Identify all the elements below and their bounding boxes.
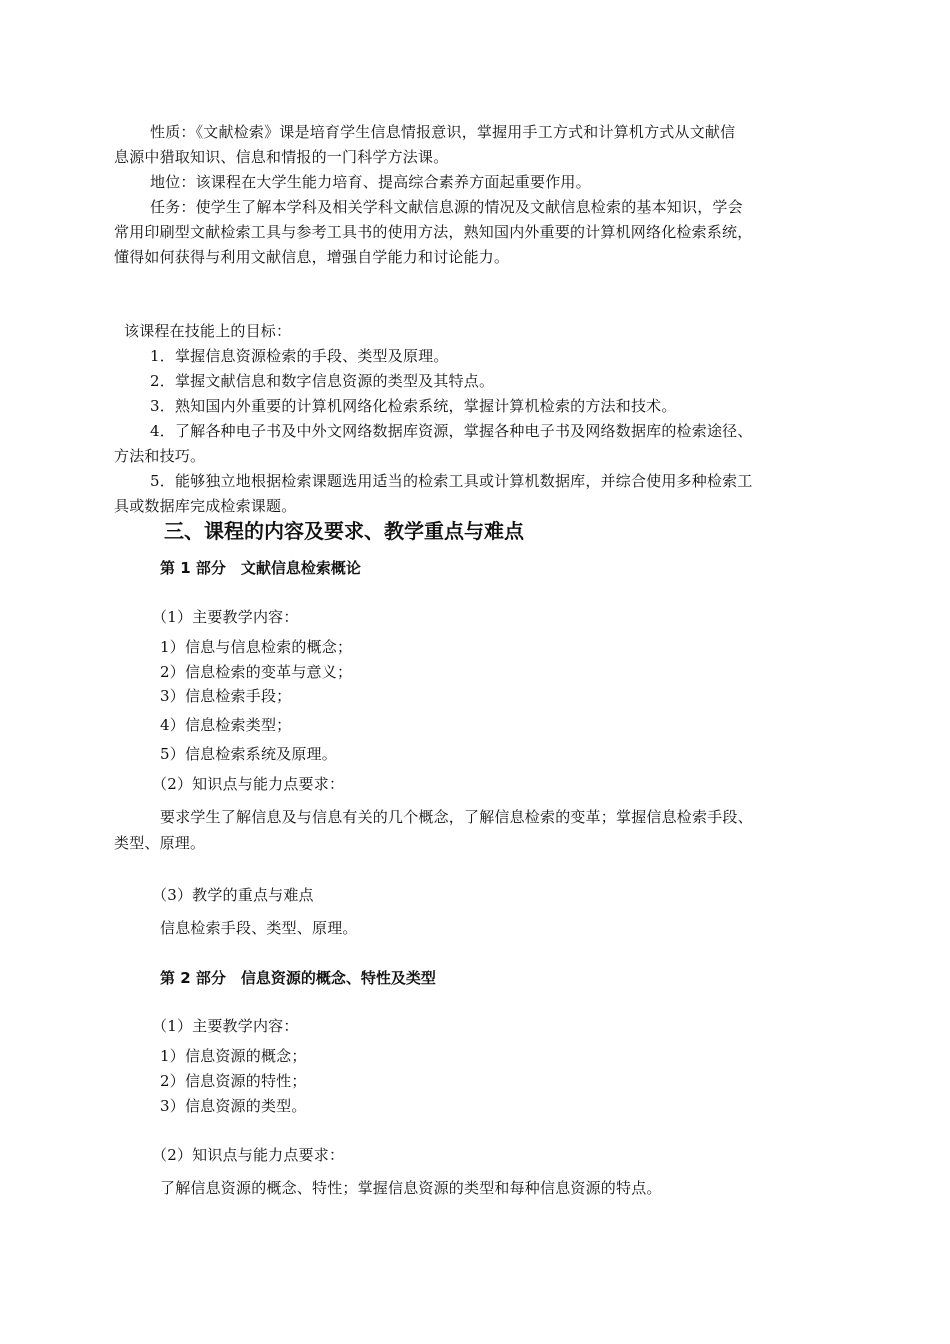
part1-content-label: （1）主要教学内容： (152, 608, 299, 626)
skills-title: 该课程在技能上的目标： (124, 322, 292, 340)
part1-req-line-2: 类型、原理。 (114, 834, 206, 852)
skills-item-5-line-1: 5．能够独立地根据检索课题选用适当的检索工具或计算机数据库，并综合使用多种检索工 (150, 472, 753, 490)
section-heading: 三、课程的内容及要求、教学重点与难点 (164, 519, 524, 543)
part1-content-item-4: 4）信息检索类型； (160, 716, 292, 734)
nature-line-1: 性质：《文献检索》课是培育学生信息情报意识，掌握用手工方式和计算机方式从文献信 (150, 123, 736, 141)
part2-title: 第 2 部分 信息资源的概念、特性及类型 (160, 969, 436, 987)
task-line-3: 懂得如何获得与利用文献信息，增强自学能力和讨论能力。 (114, 248, 510, 266)
task-line-2: 常用印刷型文献检索工具与参考工具书的使用方法，熟知国内外重要的计算机网络化检索系统， (114, 223, 753, 241)
part1-content-item-5: 5）信息检索系统及原理。 (160, 745, 337, 763)
position-line: 地位：该课程在大学生能力培育、提高综合素养方面起重要作用。 (150, 173, 591, 191)
part2-req-label: （2）知识点与能力点要求： (152, 1146, 345, 1164)
part1-content-item-1: 1）信息与信息检索的概念； (160, 638, 353, 656)
skills-item-3: 3．熟知国内外重要的计算机网络化检索系统，掌握计算机检索的方法和技术。 (150, 397, 677, 415)
skills-item-1: 1．掌握信息资源检索的手段、类型及原理。 (150, 347, 449, 365)
part2-content-item-2: 2）信息资源的特性； (160, 1072, 307, 1090)
skills-item-2: 2．掌握文献信息和数字信息资源的类型及其特点。 (150, 372, 495, 390)
part2-content-item-1: 1）信息资源的概念； (160, 1047, 307, 1065)
skills-item-5-line-2: 具或数据库完成检索课题。 (114, 497, 297, 515)
part2-content-label: （1）主要教学内容： (152, 1017, 299, 1035)
task-line-1: 任务：使学生了解本学科及相关学科文献信息源的情况及文献信息检索的基本知识，学会 (150, 198, 743, 216)
part2-req-text: 了解信息资源的概念、特性；掌握信息资源的类型和每种信息资源的特点。 (160, 1179, 662, 1197)
part1-req-line-1: 要求学生了解信息及与信息有关的几个概念，了解信息检索的变革；掌握信息检索手段、 (160, 808, 753, 826)
part2-content-item-3: 3）信息资源的类型。 (160, 1097, 307, 1115)
part1-key-text: 信息检索手段、类型、原理。 (160, 919, 358, 937)
part1-key-label: （3）教学的重点与难点 (152, 886, 314, 904)
part1-title: 第 1 部分 文献信息检索概论 (160, 559, 361, 577)
skills-item-4-line-2: 方法和技巧。 (114, 447, 206, 465)
part1-content-item-2: 2）信息检索的变革与意义； (160, 663, 353, 681)
skills-item-4-line-1: 4．了解各种电子书及中外文网络数据库资源，掌握各种电子书及网络数据库的检索途径、 (150, 422, 753, 440)
part1-req-label: （2）知识点与能力点要求： (152, 775, 345, 793)
part1-content-item-3: 3）信息检索手段； (160, 687, 292, 705)
nature-line-2: 息源中猎取知识、信息和情报的一门科学方法课。 (114, 148, 449, 166)
